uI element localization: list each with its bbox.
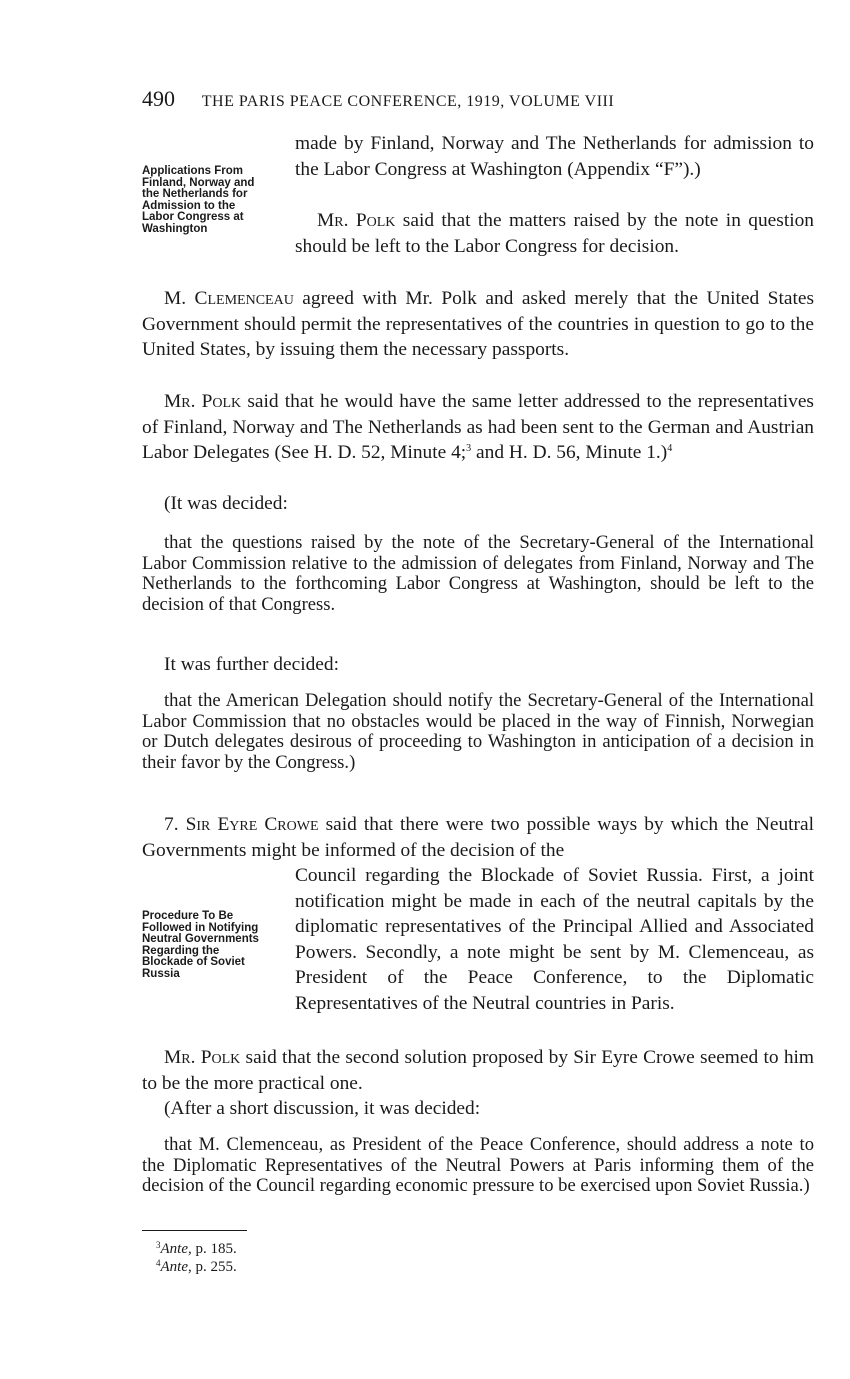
- footnote-ref-4: 4: [667, 443, 673, 455]
- speaker-name: Sir Eyre Crowe: [185, 814, 319, 835]
- footnote-page: , p. 185.: [188, 1241, 237, 1257]
- sidenote-procedure: Procedure To Be Followed in Notifying Neutral Governments Regarding the Blockade of Soviet Russia: [142, 910, 259, 980]
- paragraph-text: said that he would have the same letter addressed to the representatives of Finland, Norway and The Netherlands as had been sent to the German and Austrian Labor Delegates (See H. D. 52, Minute 4;: [142, 391, 814, 464]
- footnote-marker: 4: [156, 1258, 161, 1268]
- paragraph-text: said that there were two possible ways by which the Neutral Governments might be informed of the decision of the: [142, 814, 814, 861]
- footnote-ref-3: 3: [466, 443, 472, 455]
- paragraph-text: and H. D. 56, Minute 1.): [471, 442, 668, 464]
- footnote-4: [156, 1259, 237, 1276]
- paragraph-crowe: [142, 812, 814, 863]
- footnote-page: , p. 255.: [188, 1259, 237, 1275]
- footnote-source: Ante: [160, 1241, 188, 1257]
- speaker-name: M. Clemenceau: [164, 288, 294, 309]
- sidenote-applications: Applications From Finland, Norway and the Netherlands for Admission to the Labor Congress at Washington: [142, 165, 255, 235]
- footnote-divider: [142, 1230, 247, 1231]
- page-header: [142, 86, 822, 112]
- footnote-3: [156, 1241, 237, 1258]
- decision-intro: (It was decided:: [164, 493, 288, 514]
- paragraph-text: said that the second solution proposed by Sir Eyre Crowe seemed to him to be the more practical one.: [142, 1047, 814, 1094]
- decision-quote-3: that M. Clemenceau, as President of the Peace Conference, should address a note to the Diplomatic Representatives of the Neutral Powers at Paris informing them of the decision of the Council regarding economic pressure to be exercised upon Soviet Russia.): [142, 1134, 814, 1196]
- decision-quote-2: that the American Delegation should notify the Secretary-General of the International Labor Commission that no obstacles would be placed in the way of Finnish, Norwegian or Dutch delegates desirous of proceeding to Washington in anticipation of a decision in their favor by the Congress.): [142, 690, 814, 773]
- page-number: 490: [142, 86, 175, 111]
- decision-quote-1: that the questions raised by the note of the Secretary-General of the International Labor Commission relative to the admission of delegates from Finland, Norway and The Netherlands to the forthcoming Labor Congress at Washington, should be left to the decision of that Congress.: [142, 532, 814, 615]
- paragraph-polk-3: [142, 1045, 814, 1096]
- decision-intro-3: (After a short discussion, it was decided:: [164, 1098, 481, 1119]
- footnote-source: Ante: [160, 1259, 188, 1275]
- paragraph-text: agreed with Mr. Polk and asked merely that the United States Government should permit the representatives of the countries in question to go to the United States, by issuing them the necessary passports.: [142, 288, 815, 361]
- running-title: THE PARIS PEACE CONFERENCE, 1919, VOLUME VIII: [201, 93, 615, 110]
- speaker-name: Mr. Polk: [164, 391, 242, 412]
- decision-intro-2: It was further decided:: [164, 654, 339, 675]
- paragraph-clemenceau: [142, 286, 814, 363]
- footnote-marker: 3: [156, 1240, 161, 1250]
- paragraph-polk-1: [295, 208, 814, 259]
- speaker-name: Mr. Polk: [317, 210, 396, 231]
- speaker-name: Mr. Polk: [164, 1047, 241, 1068]
- paragraph-crowe-continued: Council regarding the Blockade of Soviet Russia. First, a joint notification might be made in each of the neutral capitals by the diplomatic representatives of the Principal Allied and Associated Powers. Secondly, a note might be sent by M. Clemenceau, as President of the Peace Conference, to the Diplomatic Representatives of the Neutral countries in Paris.: [295, 865, 814, 1014]
- paragraph-continuation: made by Finland, Norway and The Netherlands for admission to the Labor Congress at Washington (Appendix “F”).): [295, 133, 814, 180]
- item-number: 7.: [164, 814, 179, 835]
- paragraph-text: said that the matters raised by the note in question should be left to the Labor Congress for decision.: [295, 210, 814, 257]
- paragraph-polk-2: [142, 389, 814, 466]
